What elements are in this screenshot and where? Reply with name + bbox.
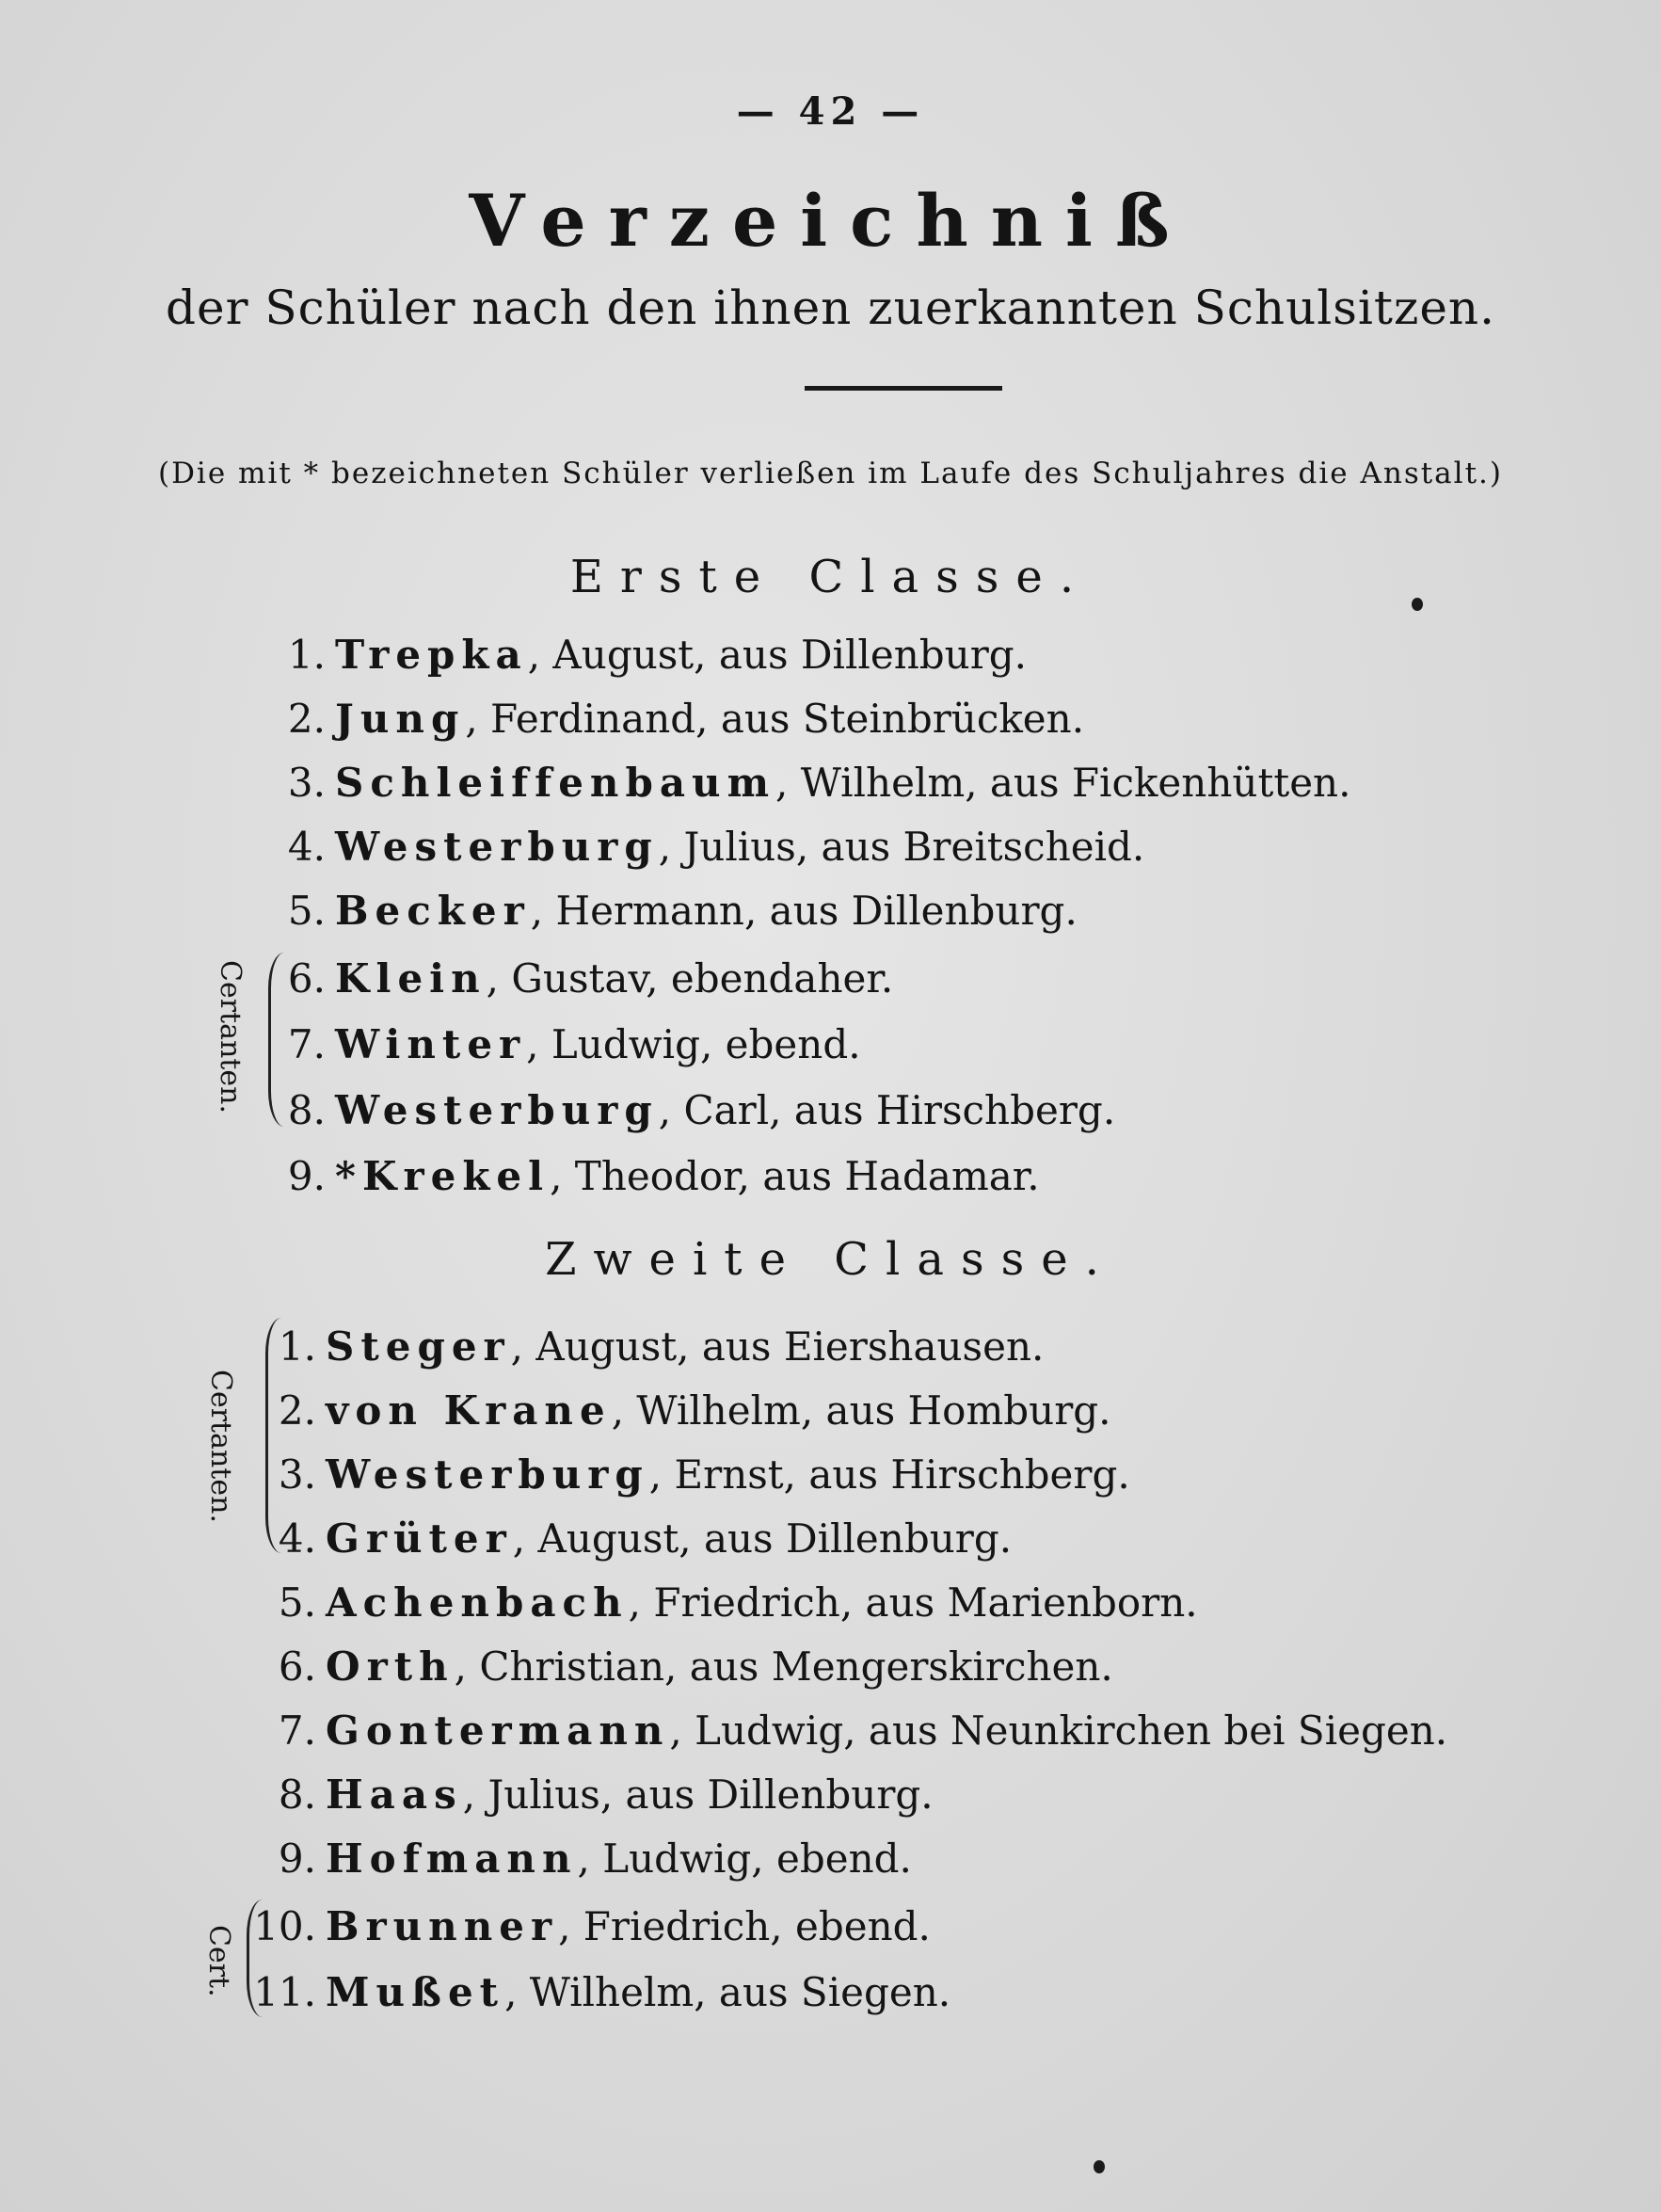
page-subtitle: der Schüler nach den ihnen zuerkannten Schulsitzen. [165,281,1496,335]
list-item: 6. Orth, Christian, aus Mengerskirchen. [278,1643,1113,1690]
list-item: 2. von Krane, Wilhelm, aus Homburg. [278,1387,1111,1434]
list-item: 5. Becker, Hermann, aus Dillenburg. [287,888,1078,934]
first-class-heading: Erste Classe. [569,551,1092,603]
list-item: 1. Steger, August, aus Eiershausen. [278,1323,1045,1370]
list-item: 3. Westerburg, Ernst, aus Hirschberg. [278,1451,1130,1498]
list-item: 3. Schleiffenbaum, Wilhelm, aus Fickenhütten. [287,760,1351,806]
list-item: 8. Haas, Julius, aus Dillenburg. [278,1771,934,1818]
second-class-heading: Zweite Classe. [545,1233,1116,1286]
list-item: 6. Klein, Gustav, ebendaher. [287,955,894,1002]
page-number: — 42 — [736,89,925,134]
cert-bracket [247,1899,263,2017]
list-item: 7. Gontermann, Ludwig, aus Neunkirchen bei Siegen. [278,1707,1448,1754]
cert-label: Cert. [202,1925,235,1997]
list-item: 11. Mußet, Wilhelm, aus Siegen. [253,1969,951,2015]
list-item: 10. Brunner, Friedrich, ebend. [253,1903,931,1949]
list-item: 2. Jung, Ferdinand, aus Steinbrücken. [287,696,1085,742]
list-item: 1. Trepka, August, aus Dillenburg. [287,632,1028,678]
certanten-label: Certanten. [204,1370,237,1523]
list-item: 4. Westerburg, Julius, aus Breitscheid. [287,824,1145,870]
list-item: 5. Achenbach, Friedrich, aus Marienborn. [278,1579,1198,1626]
ink-spot [1094,2160,1105,2173]
list-item: 7. Winter, Ludwig, ebend. [287,1021,861,1067]
title-divider [805,386,1002,391]
certanten-bracket [265,1318,281,1553]
page-title: Verzeichniß [469,179,1192,263]
asterisk-note: (Die mit * bezeichneten Schüler verließen im Laufe des Schuljahres die Anstalt.) [157,457,1503,490]
ink-spot [1412,598,1423,611]
certanten-label: Certanten. [214,960,247,1114]
list-item: 9. *Krekel, Theodor, aus Hadamar. [287,1153,1040,1199]
list-item: 4. Grüter, August, aus Dillenburg. [278,1515,1013,1562]
list-item: 9. Hofmann, Ludwig, ebend. [278,1835,912,1882]
list-item: 8. Westerburg, Carl, aus Hirschberg. [287,1087,1116,1133]
certanten-bracket [268,953,284,1127]
